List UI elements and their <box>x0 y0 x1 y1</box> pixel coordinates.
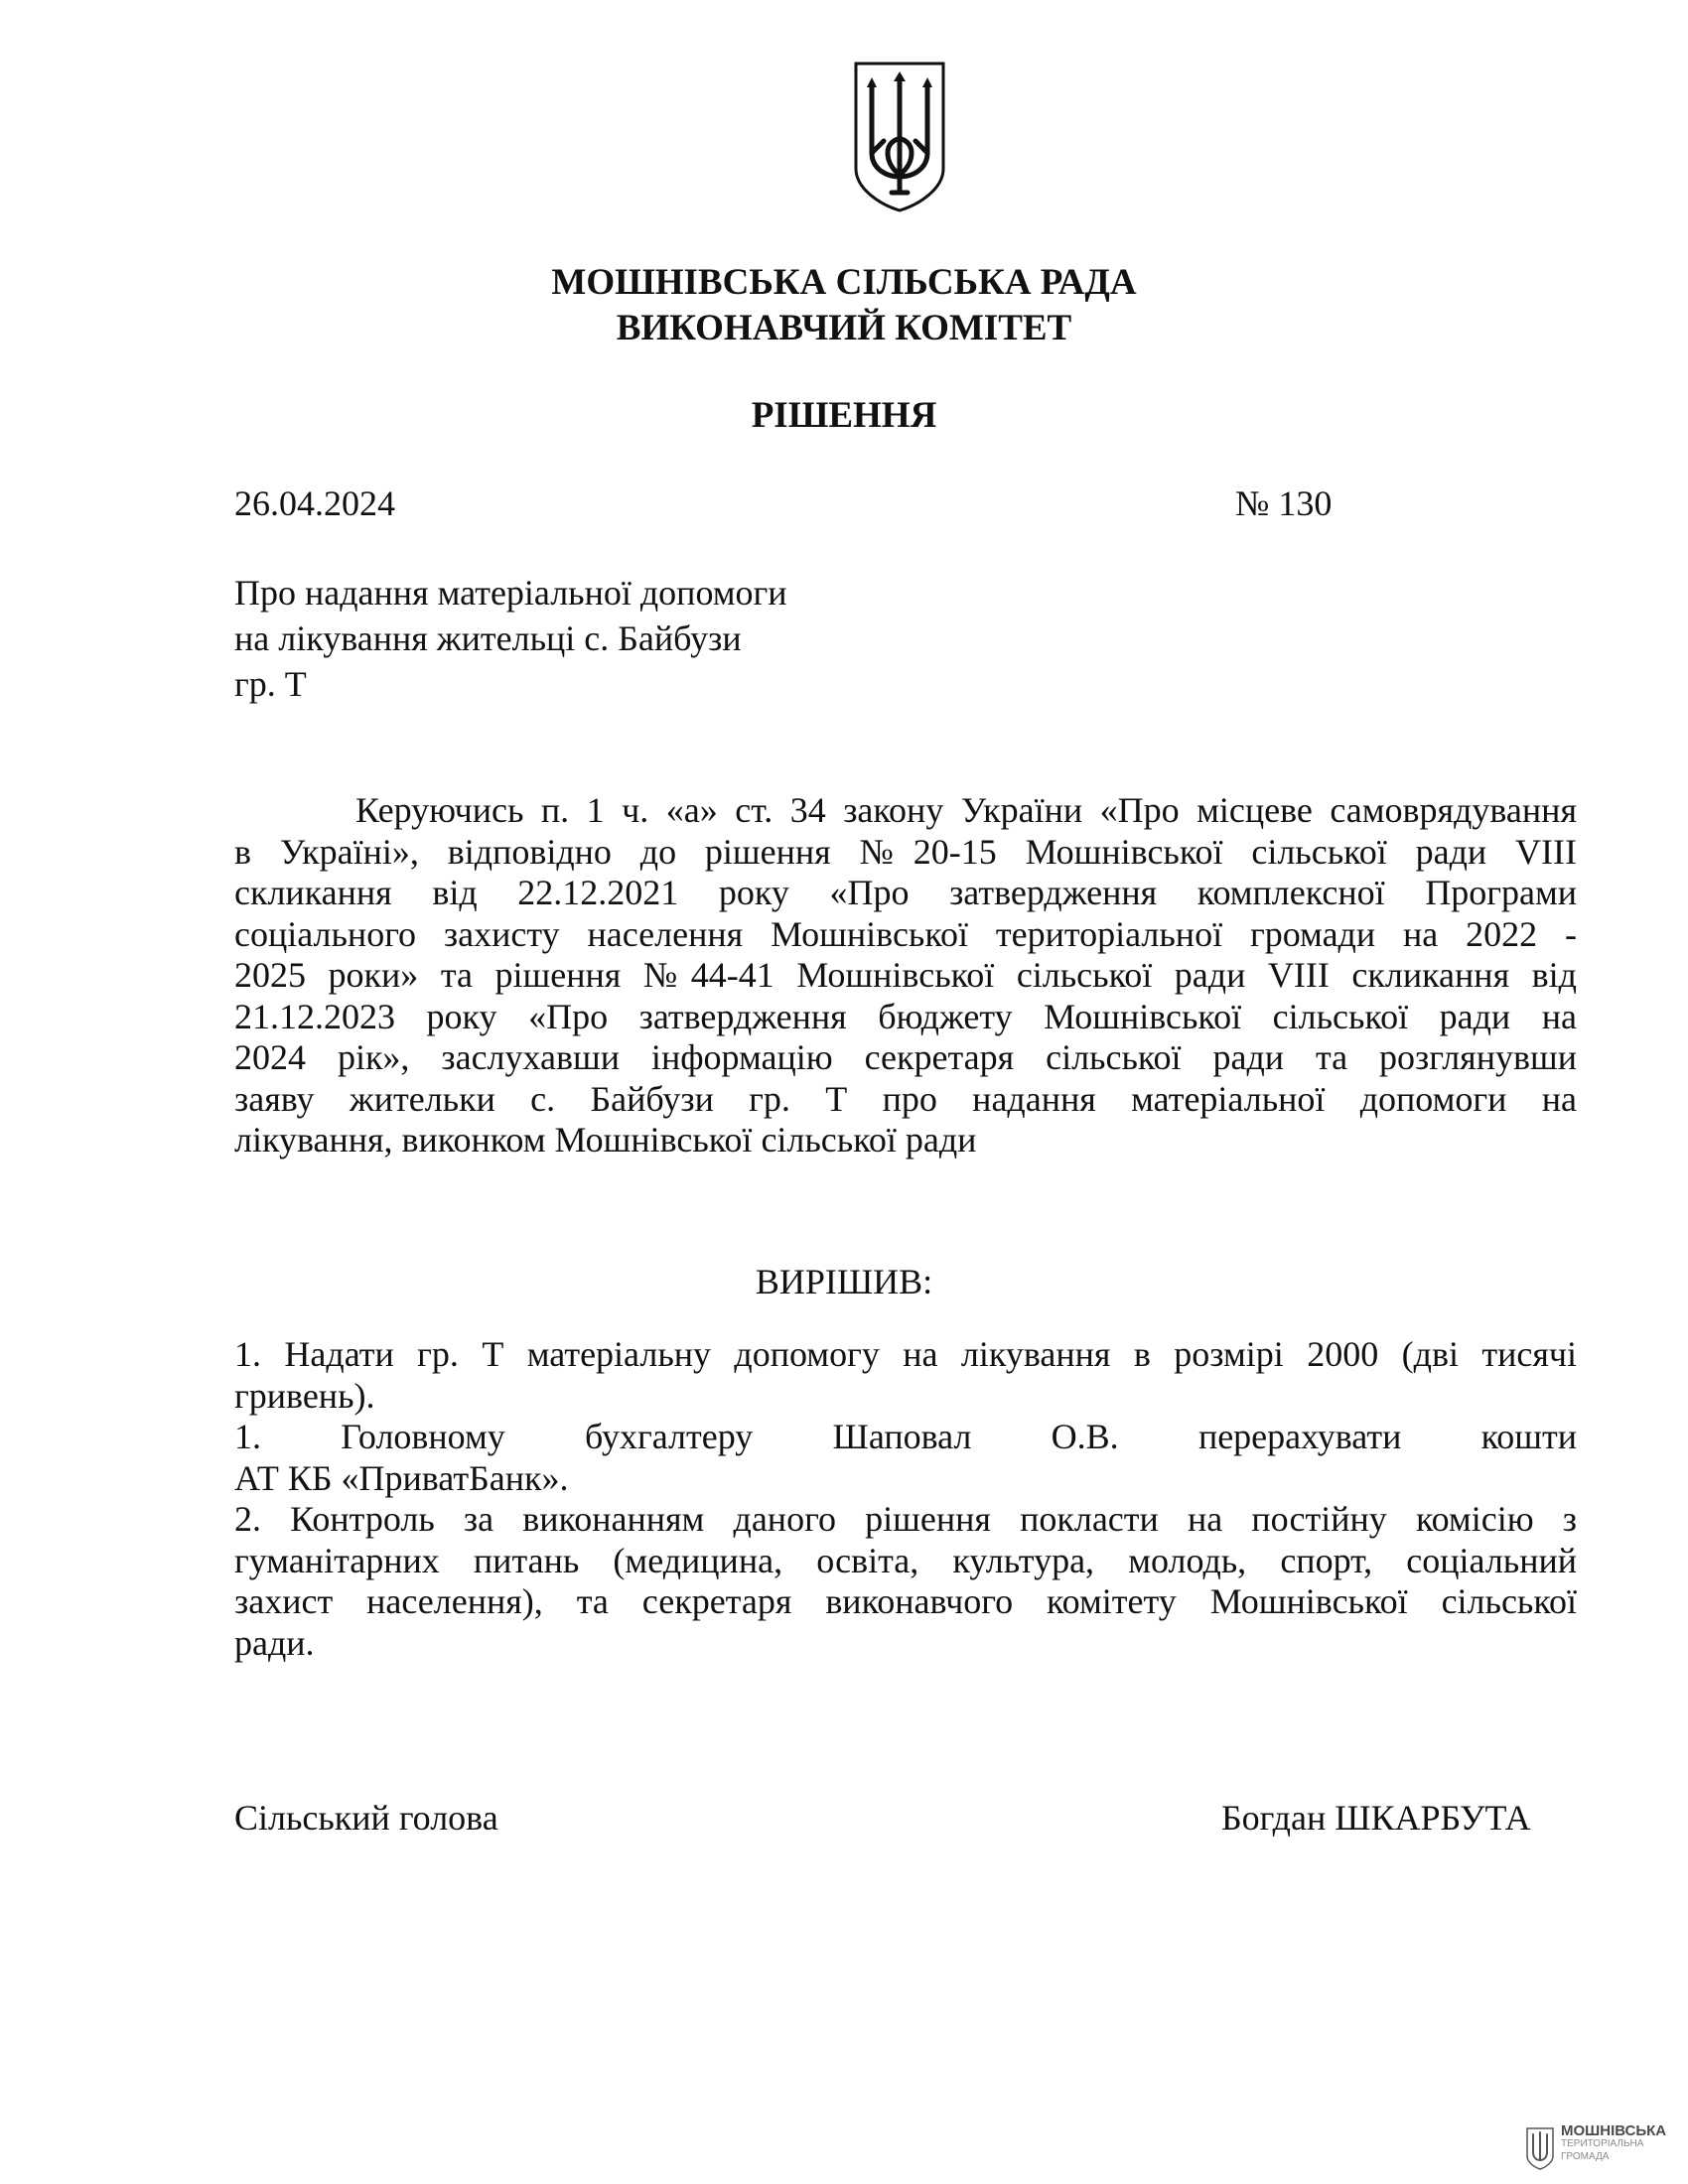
community-watermark <box>1525 2122 1667 2174</box>
item-line: гуманітарних питань (медицина, освіта, культура, молодь, спорт, соціальний <box>234 1540 1577 1580</box>
item-line: захист населення), та секретаря виконавчого комітету Мошнівської сільської <box>234 1581 1577 1621</box>
subject-line: гр. Т <box>234 664 307 704</box>
organization-heading <box>0 260 1688 351</box>
document-subject <box>234 570 787 707</box>
preamble-line: в Україні», відповідно до рішення №20-15 Мошнівської сільської ради VIII <box>234 831 1577 872</box>
preamble-line: лікування, виконком Мошнівської сільської ради <box>234 1120 977 1160</box>
community-trident-logo-icon <box>1525 2126 1555 2170</box>
subject-line: Про надання матеріальної допомоги <box>234 573 787 613</box>
preamble-line: 2025 роки» та рішення №44-41 Мошнівської сільської ради VIII скликання від <box>234 955 1577 995</box>
resolution-items <box>234 1334 1577 1664</box>
preamble-line: заяву жительки с. Байбузи гр. Т про надання матеріальної допомоги на <box>234 1078 1577 1119</box>
item-line: гривень). <box>234 1375 375 1416</box>
signatory-name: Богдан ШКАРБУТА <box>1221 1798 1531 1838</box>
item-line: 1. Головному бухгалтеру Шаповал О.В. перерахувати кошти <box>234 1417 1577 1456</box>
document-type-title: РІШЕННЯ <box>751 395 937 436</box>
signatory-position: Сільський голова <box>234 1798 498 1838</box>
preamble-line: скликання від 22.12.2021 року «Про затвердження комплексної Програми <box>234 873 1577 912</box>
watermark-text <box>1561 2124 1666 2163</box>
subject-line: на лікування жительці с. Байбузи <box>234 618 742 658</box>
preamble-line: Керуючись п. 1 ч. «а» ст. 34 закону України «Про місцеве самоврядування <box>355 790 1577 830</box>
watermark-line: МОШНІВСЬКА <box>1561 2122 1667 2139</box>
preamble-line: 21.12.2023 року «Про затвердження бюджету Мошнівської сільської ради на <box>234 996 1577 1036</box>
item-line: 1. Надати гр. Т матеріальну допомогу на лікування в розмірі 2000 (дві тисячі <box>234 1334 1577 1374</box>
watermark-line: ТЕРИТОРІАЛЬНА <box>1561 2138 1644 2149</box>
preamble-line: соціального захисту населення Мошнівської територіальної громади на 2022 - <box>234 913 1577 954</box>
item-line: АТ КБ «ПриватБанк». <box>234 1457 569 1498</box>
preamble-paragraph <box>234 790 1577 1161</box>
watermark-line: ГРОМАДА <box>1561 2151 1610 2162</box>
trident-coat-of-arms-icon <box>848 58 951 214</box>
organization-name: МОШНІВСЬКА СІЛЬСЬКА РАДА <box>551 262 1137 303</box>
preamble-line: 2024 рік», заслухавши інформацію секретаря сільської ради та розглянувши <box>234 1037 1577 1077</box>
document-number: № 130 <box>1235 483 1333 523</box>
document-date: 26.04.2024 <box>234 483 395 523</box>
committee-name: ВИКОНАВЧИЙ КОМІТЕТ <box>616 308 1072 348</box>
item-line: ради. <box>234 1622 315 1663</box>
resolved-heading: ВИРІШИВ: <box>755 1262 933 1301</box>
item-line: 2. Контроль за виконанням даного рішення покласти на постійну комісію з <box>234 1499 1577 1539</box>
